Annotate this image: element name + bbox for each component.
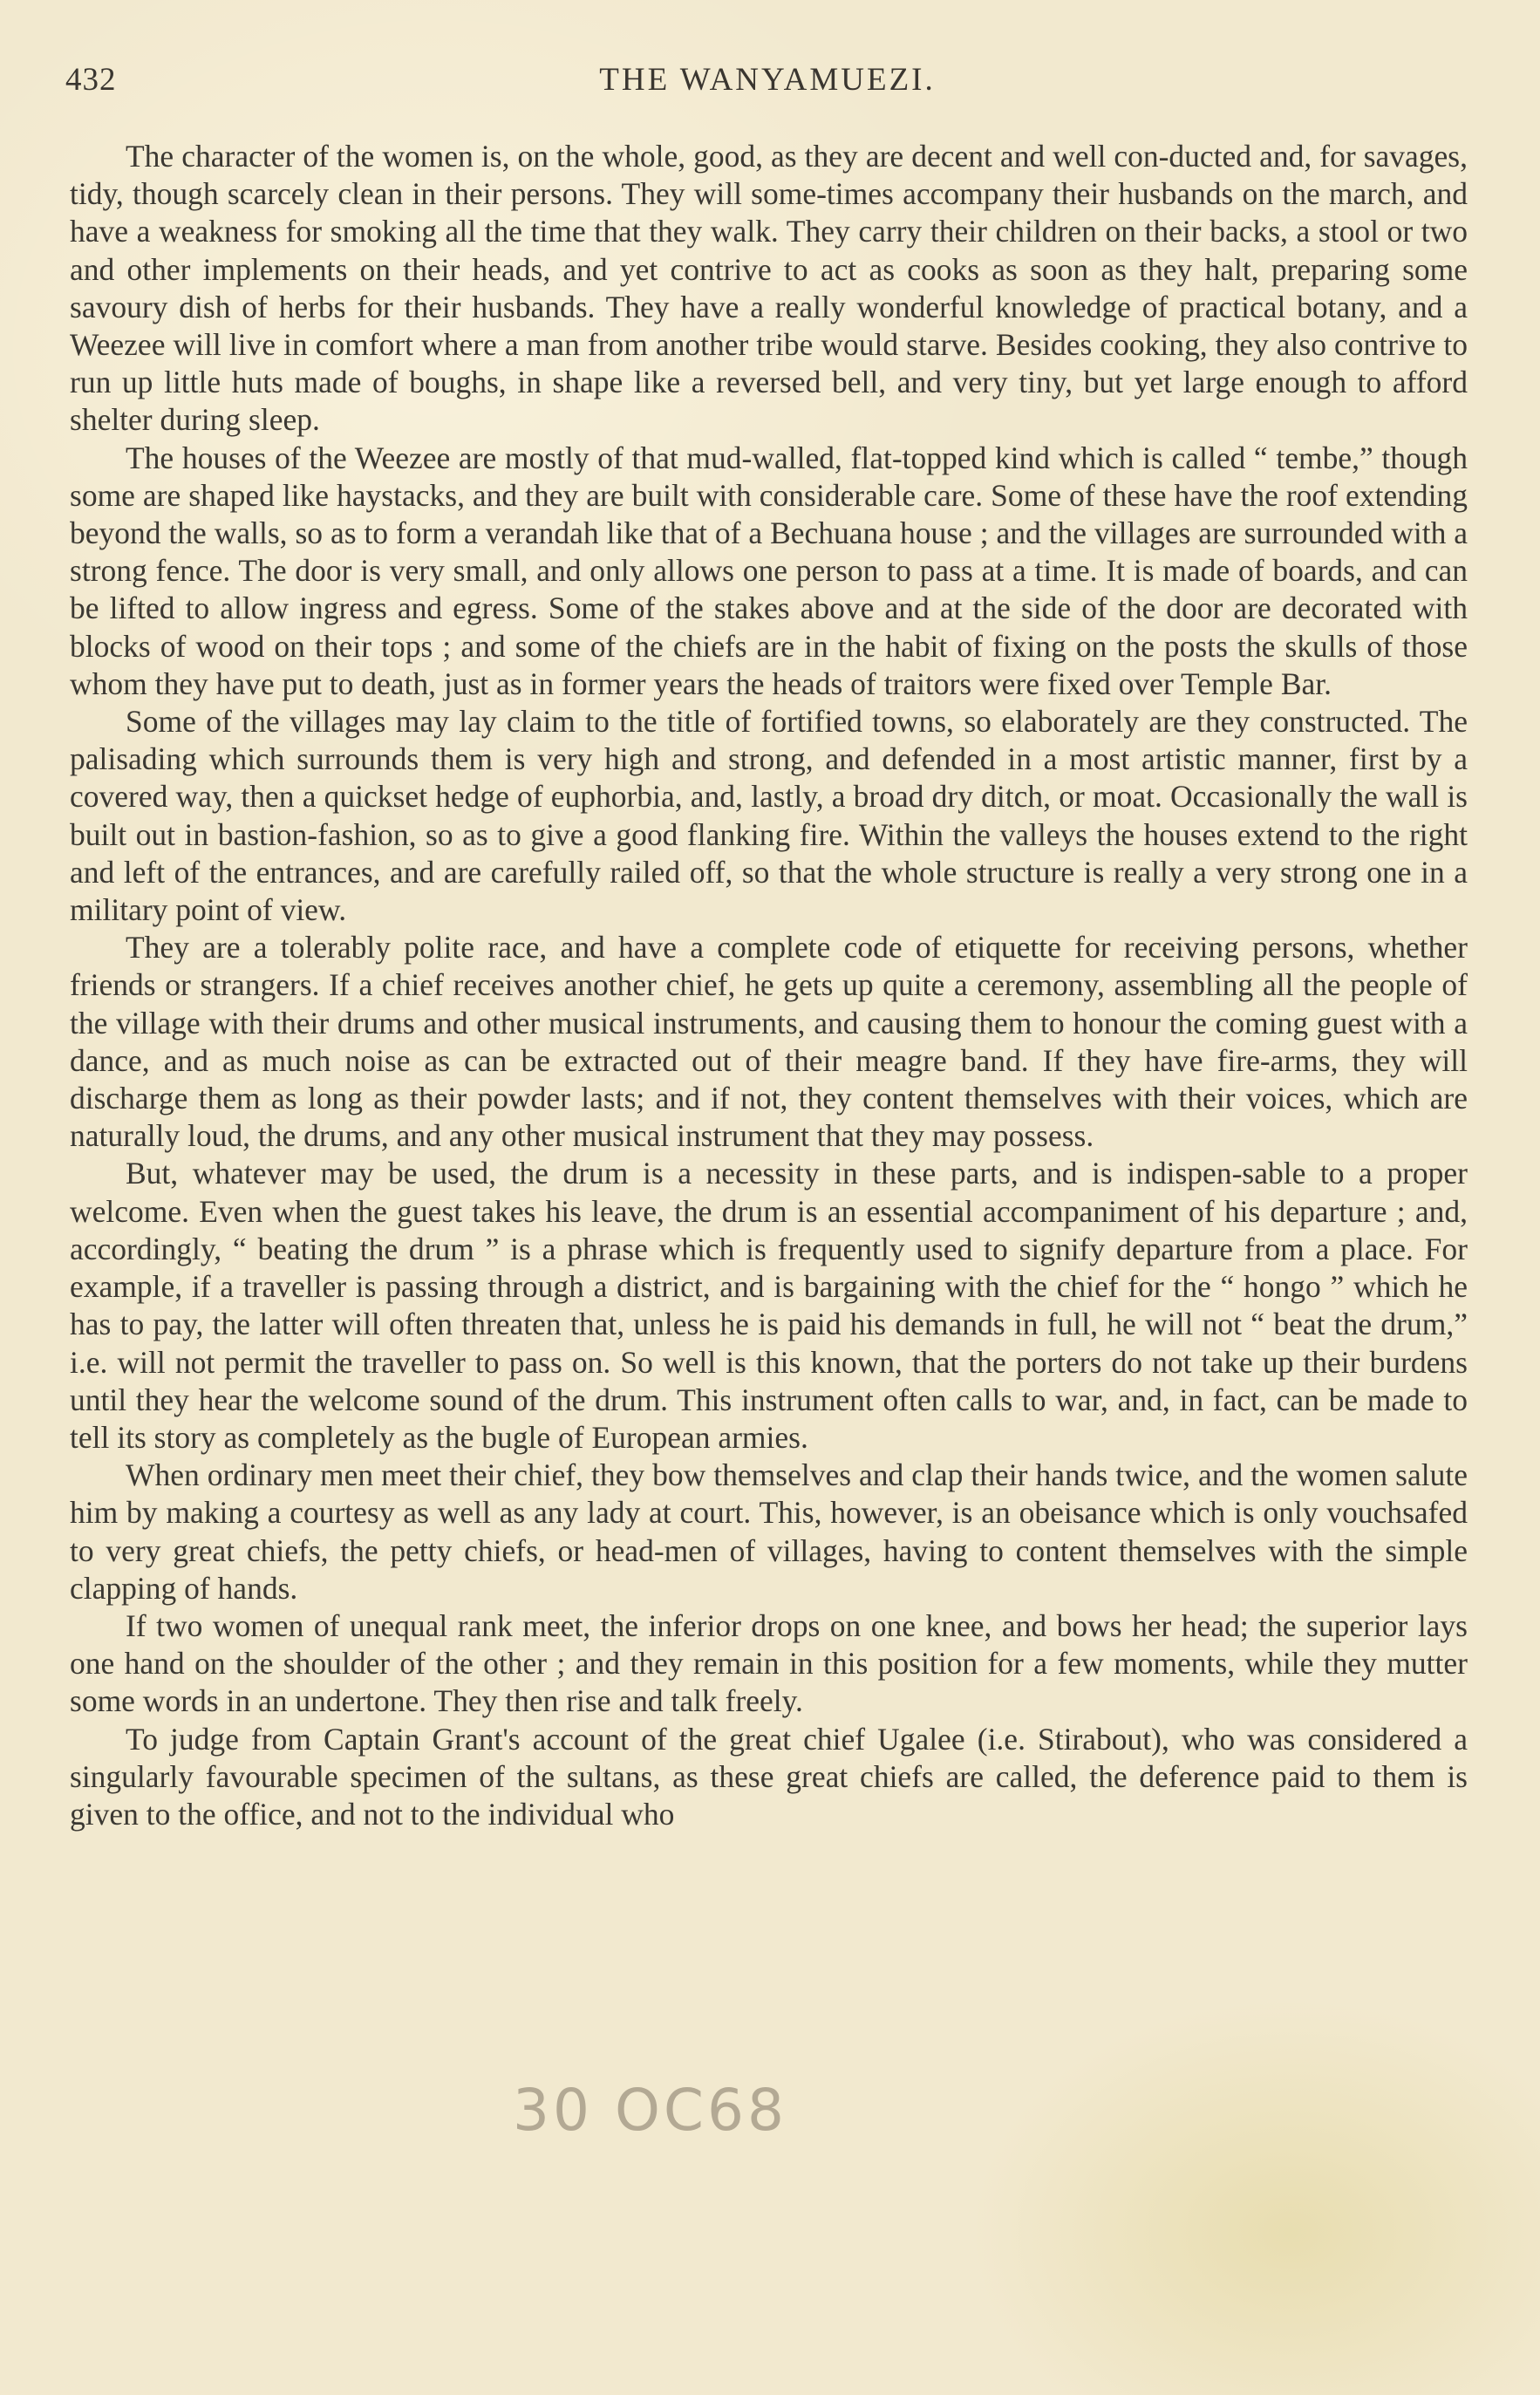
body-text xyxy=(70,138,1468,1833)
paragraph: Some of the villages may lay claim to the title of fortified towns, so elaborately are they constructed. The palisading which surrounds them is very high and strong, and defended in a most artistic manner, first by a covered way, then a quickset hedge of euphorbia, and, lastly, a broad dry ditch, or moat. Occasionally the wall is built out in bastion-fashion, so as to give a good flanking fire. Within the valleys the houses extend to the right and left of the entrances, and are carefully railed off, so that the whole structure is really a very strong one in a military point of view. xyxy=(70,704,1468,928)
running-head: THE WANYAMUEZI. xyxy=(599,62,936,98)
paragraph: The character of the women is, on the whole, good, as they are decent and well con-ducted and, for savages, tidy, though scarcely clean in their persons. They will some-times accompany their husbands on the march, and have a weakness for smoking all the time that they walk. They carry their children on their backs, a stool or two and other implements on their heads, and yet contrive to act as cooks as soon as they halt, preparing some savoury dish of herbs for their husbands. They have a really wonderful knowledge of practical botany, and a Weezee will live in comfort where a man from another tribe would starve. Besides cooking, they also contrive to run up little huts made of boughs, in shape like a reversed bell, and very tiny, but yet large enough to afford shelter during sleep. xyxy=(70,139,1468,438)
paragraph: If two women of unequal rank meet, the inferior drops on one knee, and bows her head; the superior lays one hand on the shoulder of the other ; and they remain in this position for a few moments, while they mutter some words in an undertone. They then rise and talk freely. xyxy=(70,1607,1468,1719)
paragraph: But, whatever may be used, the drum is a necessity in these parts, and is indispen-sable to a proper welcome. Even when the guest takes his leave, the drum is an essential accompaniment of his departure ; and, accordingly, “ beating the drum ” is a phrase which is frequently used to signify departure from a place. For example, if a traveller is passing through a district, and is bargaining with the chief for the “ hongo ” which he has to pay, the latter will often threaten that, unless he is paid his demands in full, he will not “ beat the drum,” i.e. will not permit the traveller to pass on. So well is this known, that the porters do not take up their burdens until they hear the welcome sound of the drum. This instrument often calls to war, and, in fact, can be made to tell its story as completely as the bugle of European armies. xyxy=(70,1156,1468,1455)
page-header xyxy=(65,61,1469,113)
page-number: 432 xyxy=(65,62,117,98)
paragraph: To judge from Captain Grant's account of the great chief Ugalee (i.e. Stirabout), who was considered a singularly favourable specimen of the sultans, as these great chiefs are called, the deference paid to them is given to the office, and not to the individual who xyxy=(70,1721,1468,1832)
paragraph: The houses of the Weezee are mostly of that mud-walled, flat-topped kind which is called “ tembe,” though some are shaped like haystacks, and they are built with considerable care. Some of these have the roof extending beyond the walls, so as to form a verandah like that of a Bechuana house ; and the villages are surrounded with a strong fence. The door is very small, and only allows one person to pass at a time. It is made of boards, and can be lifted to allow ingress and egress. Some of the stakes above and at the side of the door are decorated with blocks of wood on their tops ; and some of the chiefs are in the habit of fixing on the posts the skulls of those whom they have put to death, just as in former years the heads of traitors were fixed over Temple Bar. xyxy=(70,440,1468,701)
paragraph: When ordinary men meet their chief, they bow themselves and clap their hands twice, and the women salute him by making a courtesy as well as any lady at court. This, however, is an obeisance which is only vouchsafed to very great chiefs, the petty chiefs, or head-men of villages, having to content themselves with the simple clapping of hands. xyxy=(70,1457,1468,1606)
library-date-stamp: 30 OC68 xyxy=(513,2077,787,2144)
paragraph: They are a tolerably polite race, and have a complete code of etiquette for receiving persons, whether friends or strangers. If a chief receives another chief, he gets up quite a ceremony, assembling all the people of the village with their drums and other musical instruments, and causing them to honour the coming guest with a dance, and as much noise as can be extracted out of their meagre band. If they have fire-arms, they will discharge them as long as their powder lasts; and if not, they content themselves with their voices, which are naturally loud, the drums, and any other musical instrument that they may possess. xyxy=(70,930,1468,1154)
